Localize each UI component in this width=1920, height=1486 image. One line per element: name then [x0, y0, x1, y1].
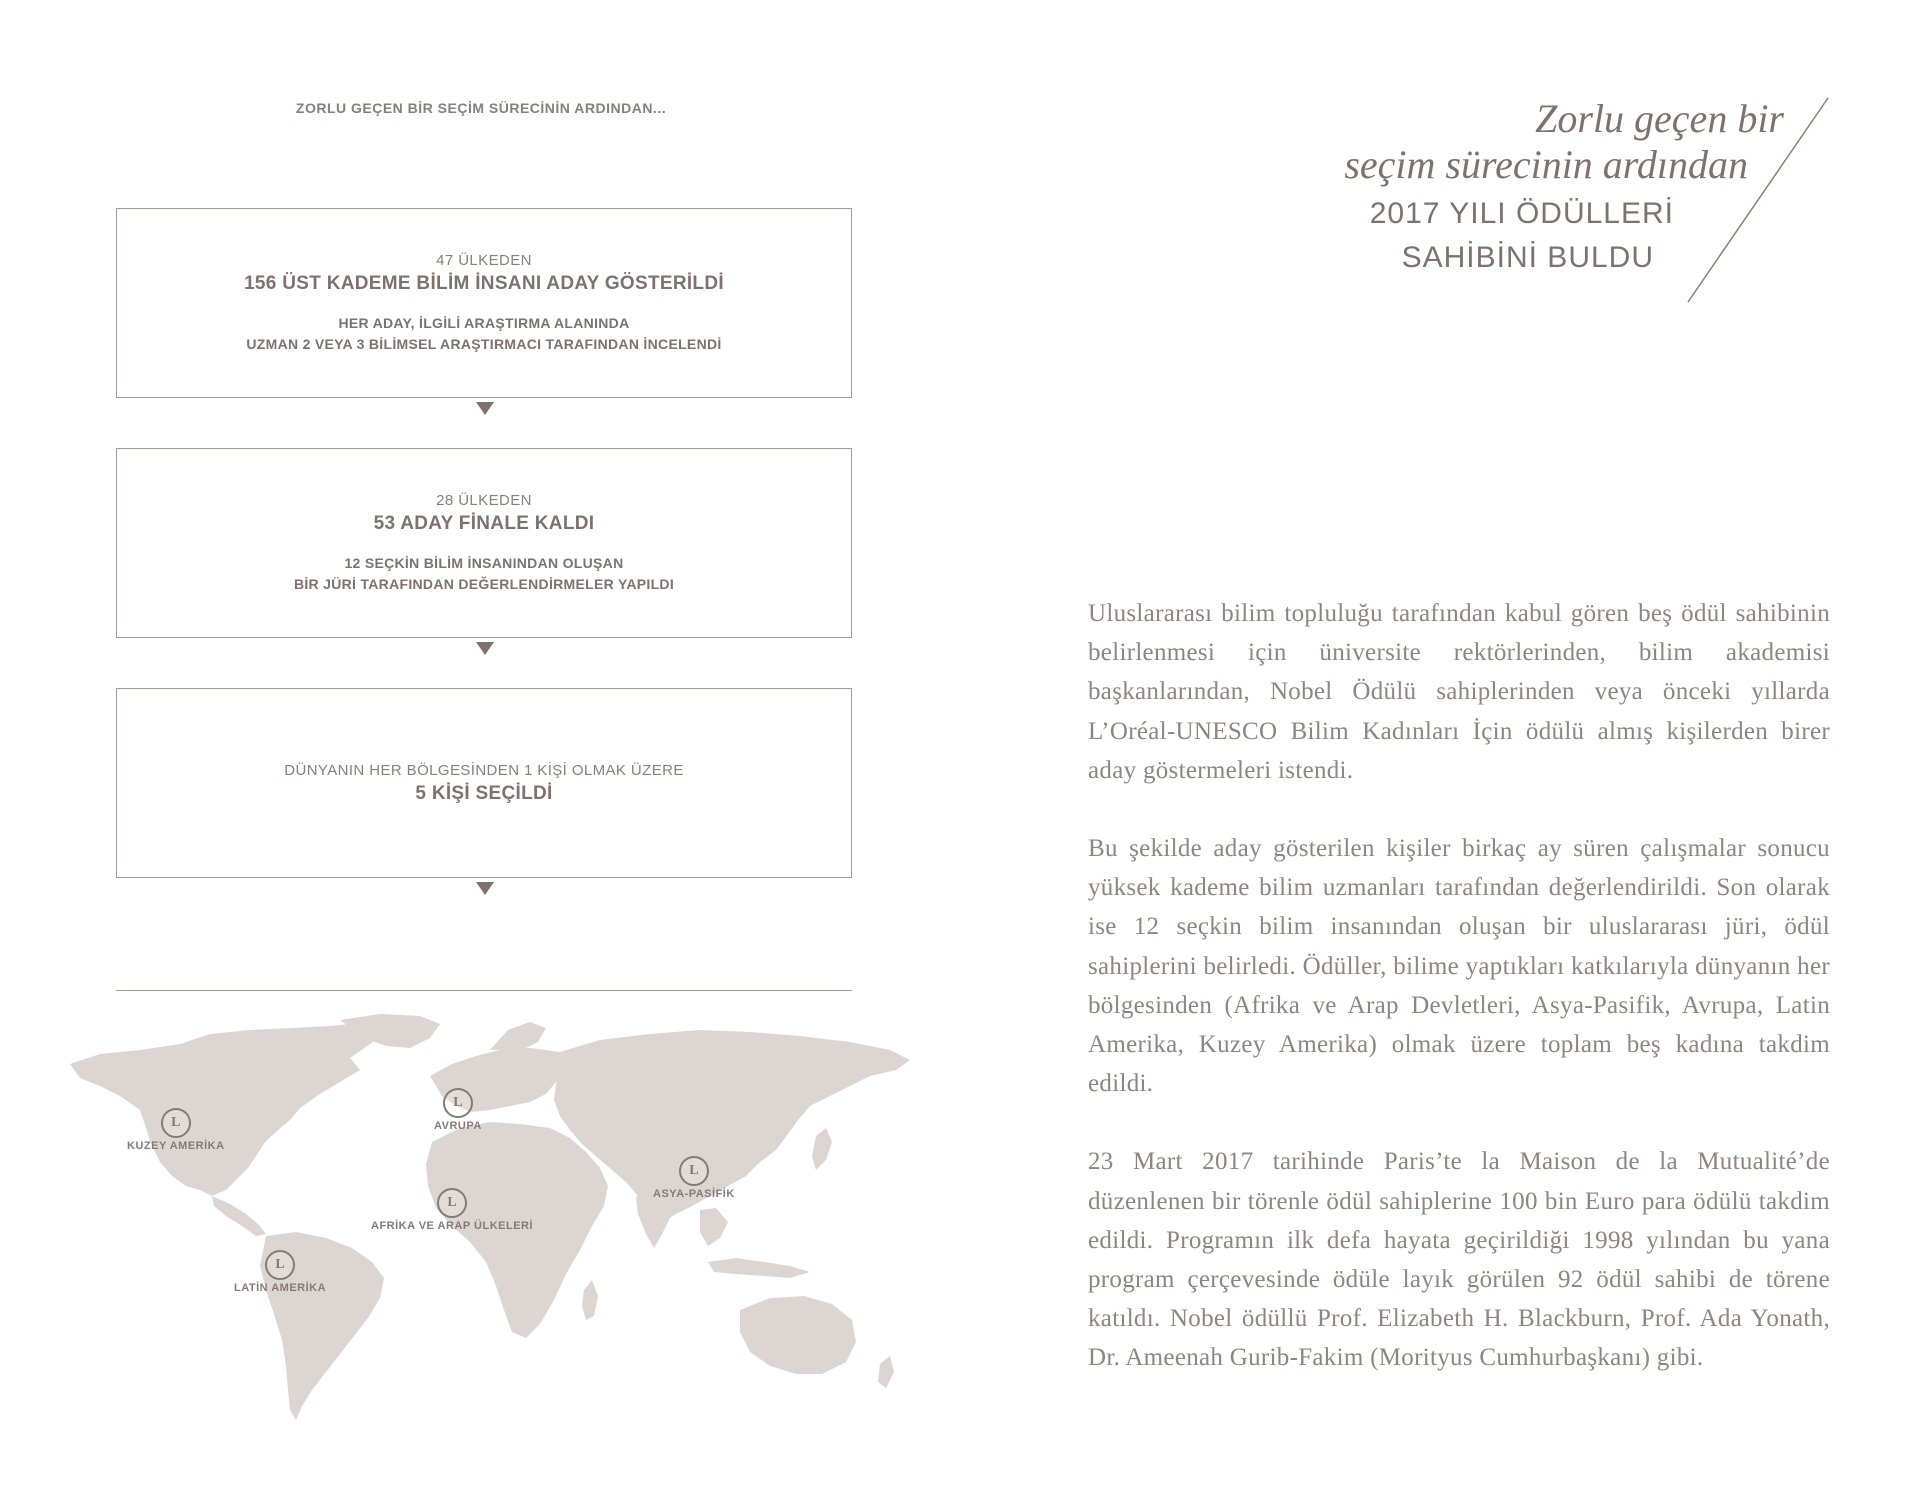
map-indonesia: [708, 1258, 810, 1278]
step-country: DÜNYANIN HER BÖLGESİNDEN 1 KİŞİ OLMAK ÜZERE: [284, 761, 684, 779]
region-label: AVRUPA: [434, 1120, 482, 1132]
map-scandinavia: [490, 1022, 546, 1050]
step-detail: [246, 313, 721, 355]
step-title: 53 ADAY FİNALE KALDI: [373, 512, 595, 534]
down-arrow-icon: [476, 402, 494, 415]
process-heading: ZORLU GEÇEN BİR SEÇİM SÜRECİNİN ARDINDAN...: [295, 100, 667, 116]
region-marker-latin-america: [234, 1250, 326, 1294]
title-line: SAHİBİNİ BULDU: [1401, 241, 1654, 274]
region-label: ASYA-PASİFİK: [653, 1188, 735, 1200]
step-country: 47 ÜLKEDEN: [436, 251, 532, 269]
laurel-emblem-icon: L: [443, 1088, 473, 1118]
step-country: 28 ÜLKEDEN: [436, 491, 532, 509]
map-japan: [812, 1128, 832, 1170]
step-box-finalists: [116, 448, 852, 638]
body-text: [1088, 594, 1830, 1378]
step-title: 5 KİŞİ SEÇİLDİ: [415, 782, 553, 804]
map-australia: [740, 1296, 856, 1374]
region-label: KUZEY AMERİKA: [127, 1140, 225, 1152]
step-detail-line: UZMAN 2 VEYA 3 BİLİMSEL ARAŞTIRMACI TARAFINDAN İNCELENDİ: [246, 335, 722, 352]
section-divider: [116, 990, 852, 991]
laurel-emblem-icon: L: [679, 1156, 709, 1186]
map-madagascar: [582, 1280, 598, 1320]
region-marker-africa-arab: [371, 1188, 533, 1232]
step-box-nomination: [116, 208, 852, 398]
laurel-emblem-icon: L: [265, 1250, 295, 1280]
step-detail-line: HER ADAY, İLGİLİ ARAŞTIRMA ALANINDA: [338, 314, 630, 331]
map-new-zealand: [878, 1356, 894, 1388]
step-title: 156 ÜST KADEME BİLİM İNSANI ADAY GÖSTERİLDİ: [244, 272, 724, 294]
title-line: seçim sürecinin ardından: [1344, 142, 1748, 187]
map-north-america: [70, 1022, 390, 1196]
region-marker-north-america: [127, 1108, 225, 1152]
step-box-laureates: [116, 688, 852, 878]
laurel-emblem-icon: L: [161, 1108, 191, 1138]
step-detail-line: BİR JÜRİ TARAFINDAN DEĞERLENDİRMELER YAPILDI: [293, 575, 675, 592]
title-line: Zorlu geçen bir: [1535, 96, 1784, 141]
laurel-emblem-icon: L: [437, 1188, 467, 1218]
down-arrow-icon: [476, 642, 494, 655]
step-detail: [294, 553, 674, 595]
region-label: LATİN AMERİKA: [234, 1282, 327, 1294]
body-paragraph: 23 Mart 2017 tarihinde Paris’te la Maison de la Mutualité’de düzenlenen bir törenle ödül sahiplerine 100 bin Euro para ödülü takdim edildi. Programın ilk defa hayata geçirildiği 1998 yılından bu yana program çerçevesinde ödüle layık görülen 92 ödül sahibi de törene katıldı. Nobel ödüllü Prof. Elizabeth H. Blackburn, Prof. Ada Yonath, Dr. Ameenah Gurib-Fakim (Morityus Cumhurbaşkanı) gibi.: [1088, 1148, 1830, 1372]
map-central-america: [212, 1196, 266, 1236]
down-arrow-icon: [476, 882, 494, 895]
region-marker-asia-pacific: [653, 1156, 735, 1200]
body-paragraph: Uluslararası bilim topluluğu tarafından kabul gören beş ödül sahibinin belirlenmesi için üniversite rektörlerinden, bilim akademisi başkanlarından, Nobel Ödülü sahiplerinden veya önceki yıllarda L’Oréal-UNESCO Bilim Kadınları İçin ödülü almış kişilerden birer aday göstermeleri istendi.: [1088, 600, 1830, 784]
body-paragraph: Bu şekilde aday gösterilen kişiler birkaç ay süren çalışmalar sonucu yüksek kademe bilim uzmanları tarafından değerlendirildi. Son olarak ise 12 seçkin bilim insanından oluşan bir uluslararası jüri, ödül sahiplerini belirledi. Ödüller, bilime yaptıkları katkılarıyla dünyanın her bölgesinden (Afrika ve Arap Devletleri, Asya-Pasifik, Avrupa, Latin Amerika, Kuzey Amerika) olmak üzere toplam beş kadına takdim edildi.: [1088, 835, 1830, 1098]
title-line: 2017 YILI ÖDÜLLERİ: [1369, 197, 1674, 230]
title-slash-decoration: [1670, 96, 1830, 306]
map-southeast-asia: [700, 1208, 728, 1246]
region-label: AFRİKA VE ARAP ÜLKELERİ: [371, 1220, 534, 1232]
region-marker-europe: [434, 1088, 482, 1132]
step-detail-line: 12 SEÇKİN BİLİM İNSANINDAN OLUŞAN: [344, 554, 624, 571]
